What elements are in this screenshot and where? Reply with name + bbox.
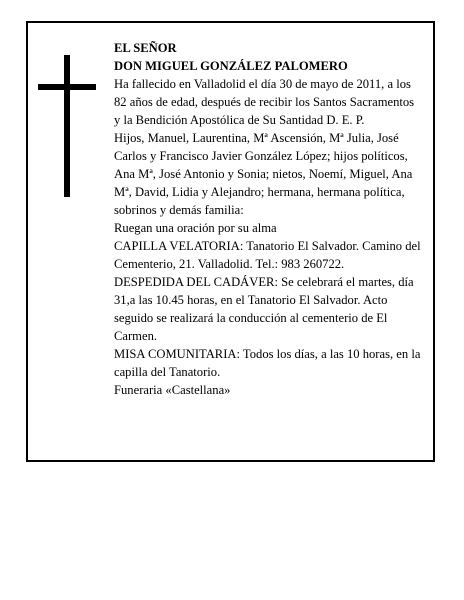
cross-horizontal-bar bbox=[38, 84, 96, 90]
family-list: Hijos, Manuel, Laurentina, Mª Ascensión, Mª Julia, José Carlos y Francisco Javier González López; hijos políticos, Ana Mª, José Antonio y Sonia; nietos, Noemí, Miguel, Ana Mª, David, Lidia y Alejandro; hermana, hermana política, sobrinos y demás familia: bbox=[114, 131, 413, 217]
death-statement: Ha fallecido en Valladolid el día 30 de mayo de 2011, a los 82 años de edad, después de recibir los Santos Sacramentos y la Bendición Apostólica de Su Santidad D. E. P. bbox=[114, 77, 415, 127]
farewell-info: DESPEDIDA DEL CADÁVER: Se celebrará el martes, día 31,a las 10.45 horas, en el Tanatorio El Salvador. Acto seguido se realizará la conducción al cementerio de El Carmen. bbox=[114, 275, 414, 343]
deceased-name: DON MIGUEL GONZÁLEZ PALOMERO bbox=[114, 59, 348, 73]
funeral-home: Funeraria «Castellana» bbox=[114, 383, 231, 397]
cross-vertical-bar bbox=[64, 55, 70, 197]
mass-info: MISA COMUNITARIA: Todos los días, a las 10 horas, en la capilla del Tanatorio. bbox=[114, 347, 421, 379]
prayer-request: Ruegan una oración por su alma bbox=[114, 221, 277, 235]
notice-heading: EL SEÑOR bbox=[114, 41, 177, 55]
obituary-text bbox=[114, 39, 423, 399]
chapel-info: CAPILLA VELATORIA: Tanatorio El Salvador. Camino del Cementerio, 21. Valladolid. Tel.: 983 260722. bbox=[114, 239, 421, 271]
